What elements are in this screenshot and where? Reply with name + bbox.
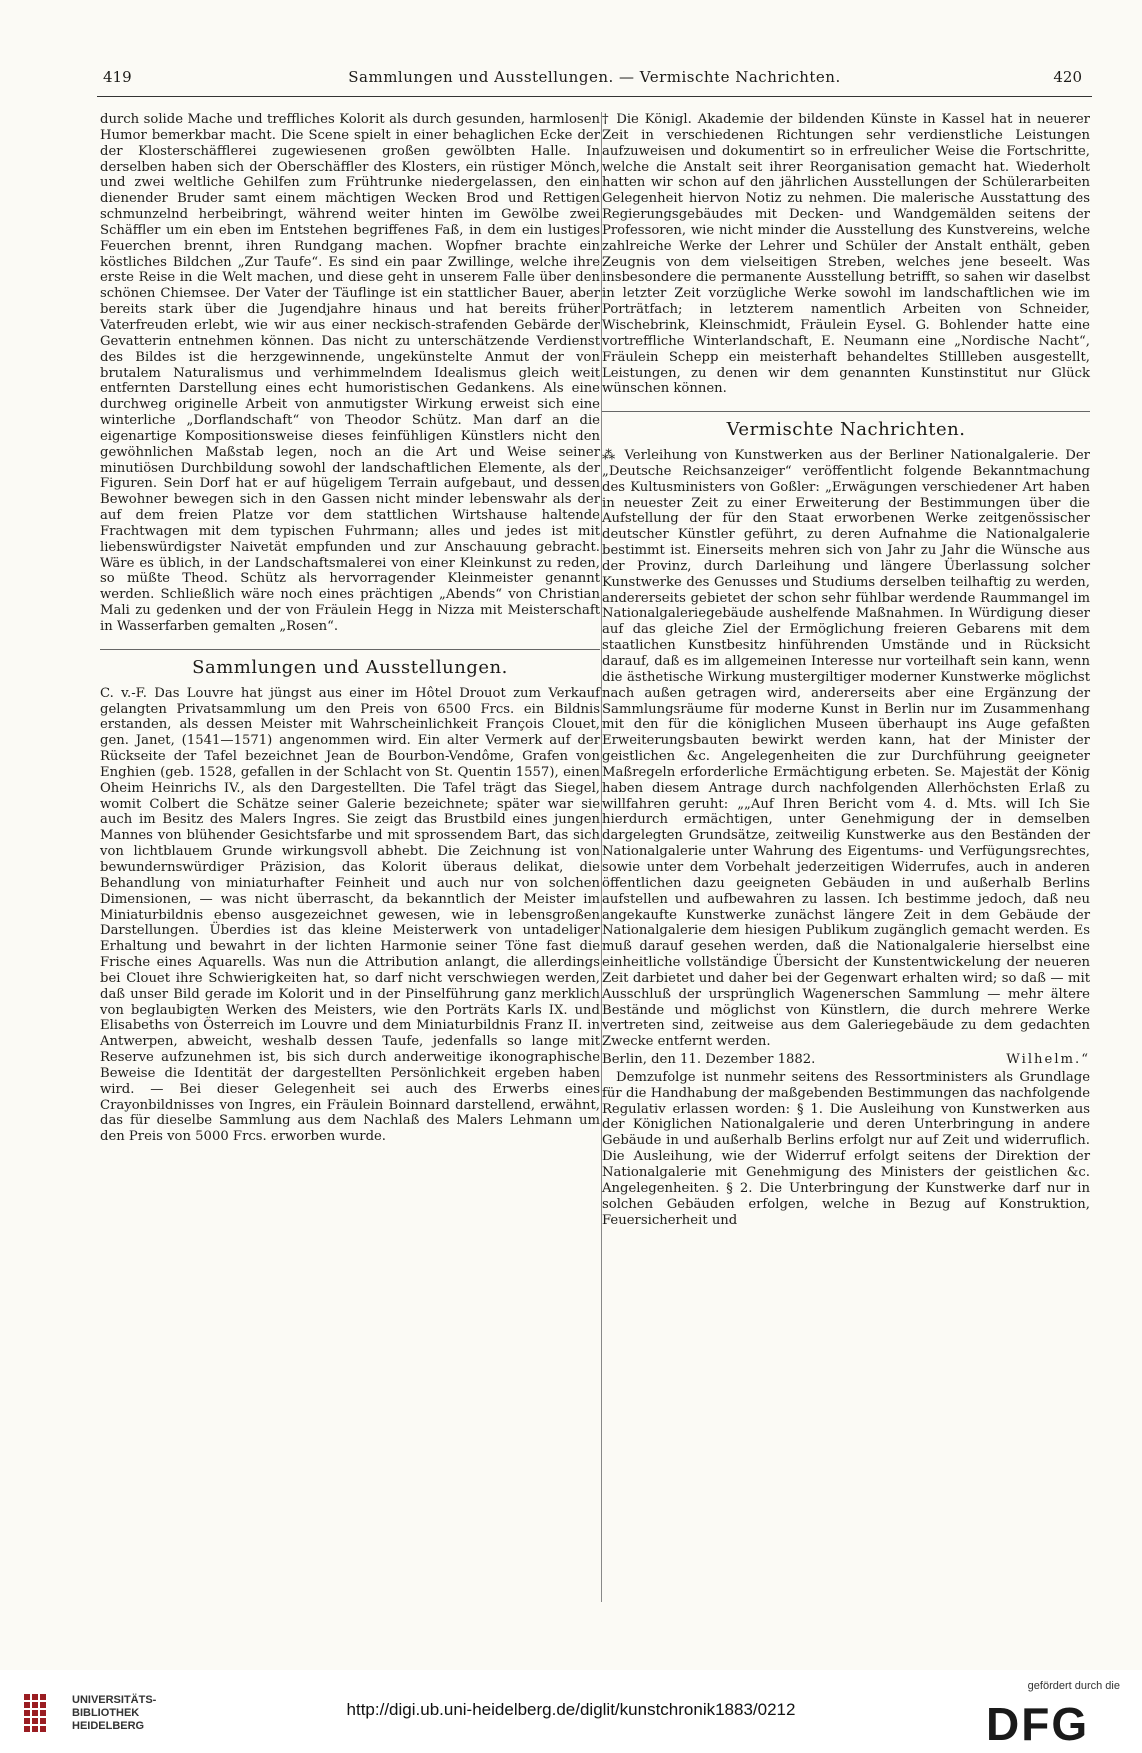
article-art-exhibition-continued: durch solide Mache und treffliches Kolorit als durch gesunden, harmlosen Humor bemerkbar macht. Die Scene spielt in einer behaglichen Ecke der der Klosterschäfflerei zugewiesenen großen gewölbten Halle. In derselben haben sich der Oberschäffler des Klosters, ein rüstiger Mönch, und zwei weltliche Gehilfen zum Frühtrunke niedergelassen, den ein dienender Bruder samt einem mächtigen Wecken Brod und Rettigen schmunzelnd herbeibringt, während weiter hinten im Gewölbe zwei Schäffler um ein eben im Entstehen begriffenes Faß, in dem ein lustiges Feuerchen brennt, ihren Rundgang machen. Wopfner brachte ein köstliches Bildchen „Zur Taufe“. Es sind ein paar Zwillinge, welche ihre erste Reise in die Welt machen, und diese geht in unserem Falle über den schönen Chiemsee. Der Vater der Täuflinge ist ein stattlicher Bauer, aber bereits stark über die Jugendjahre hinaus und hat bereits früher Vaterfreuden erlebt, wie wir aus einer neckisch-strafenden Gebärde der Gevatterin entnehmen können. Das nicht zu unterschätzende Verdienst des Bildes ist die herzgewinnende, ungekünstelte Anmut der von brutalem Naturalismus und verhimmelndem Idealismus gleich weit entfernten Darstellung eines echt humoristischen Gedankens. Als eine durchweg originelle Arbeit von anmutigster Wirkung erweist sich eine winterliche „Dorflandschaft“ von Theodor Schütz. Man darf an die eigenartige Kompositionsweise dieses feinfühligen Künstlers nicht den gewöhnlichen Maßstab legen, noch an die Art und Weise seiner minutiösen Durchbildung sowohl der landschaftlichen Elemente, als der Figuren. Sein Dorf hat er auf hügeligem Terrain aufgebaut, und dessen Bewohner bewegen sich in den Gassen nicht minder lebenswahr als der auf dem freien Platze vor dem stattlichen Wirtshause haltende Frachtwagen mit dem typischen Fuhrmann; alles und jedes ist mit liebenswürdigster Naivetät empfunden und zur Anschauung gebracht. Wäre es üblich, in der Landschaftsmalerei von einer Kleinkunst zu reden, so müßte Theod. Schütz als hervorragender Kleinmeister genannt werden. Schließlich wäre noch eines prächtigen „Abends“ von Christian Mali zu gedenken und der von Fräulein Hegg in Nizza mit Meisterschaft in Wasserfarben gemalten „Rosen“. bbox=[100, 112, 600, 634]
page-number-right: 420 bbox=[1053, 68, 1082, 86]
dateline-signature: Wilhelm.“ bbox=[1006, 1052, 1090, 1068]
dfg-funding-block[interactable] bbox=[970, 1680, 1120, 1750]
digitization-footer bbox=[0, 1670, 1142, 1753]
section-title-miscellaneous: Vermischte Nachrichten. bbox=[726, 419, 966, 441]
library-name: UNIVERSITÄTS- BIBLIOTHEK HEIDELBERG bbox=[72, 1694, 157, 1732]
section-divider bbox=[100, 649, 600, 650]
article-kassel-academy: † Die Königl. Akademie der bildenden Künste in Kassel hat in neuerer Zeit in verschiedenen Richtungen sehr verdienstliche Leistungen aufzuweisen und dokumentirt so in erfreulicher Weise die Fortschritte, welche die Anstalt seit ihrer Reorganisation gemacht hat. Wiederholt hatten wir schon auf den jährlichen Ausstellungen der Schülerarbeiten Gelegenheit hiervon Notiz zu nehmen. Die malerische Ausstattung des Regierungsgebäudes mit Decken- und Wandgemälden seitens der Professoren, wie nicht minder die Ausstellung des Kunstvereins, welche zahlreiche Werke der Lehrer und Schüler der Anstalt enthält, geben Zeugnis von dem vielseitigen Streben, welches jene beseelt. Was insbesondere die permanente Ausstellung betrifft, so sahen wir daselbst in letzter Zeit vorzügliche Werke sowohl im landschaftlichen wie im Porträtfach; in letzterem namentlich Arbeiten von Schneider, Wischebrink, Kleinschmidt, Fräulein Eysel. G. Bohlender hatte eine vortreffliche Winterlandschaft, E. Neumann eine „Nordische Nacht“, Fräulein Schepp ein meisterhaft behandeltes Stillleben ausgestellt, Leistungen, zu denen wir dem genannten Kunstinstitut nur Glück wünschen können. bbox=[602, 112, 1090, 397]
page-number-left: 419 bbox=[103, 68, 132, 86]
dateline-place-date: Berlin, den 11. Dezember 1882. bbox=[602, 1052, 816, 1068]
section-divider bbox=[602, 411, 1090, 412]
article-nationalgalerie-loans: ⁂ Verleihung von Kunstwerken aus der Berliner Nationalgalerie. Der „Deutsche Reichsanzeiger“ veröffentlicht folgende Bekanntmachung des Kultusministers von Goßler: „Erwägungen verschiedener Art haben in neuester Zeit zu einer Erweiterung der Bestimmungen über die Aufstellung der für den Staat erworbenen Werke zeitgenössischer deutscher Künstler geführt, zu deren Aufnahme die Nationalgalerie bestimmt ist. Einerseits mehren sich von Jahr zu Jahr die Wünsche aus der Provinz, durch Darleihung und längere Überlassung solcher Kunstwerke des Genusses und Studiums derselben teilhaftig zu werden, andererseits gebietet der schon sehr fühlbar werdende Raummangel im Nationalgaleriegebäude aushelfende Maßnahmen. In Würdigung dieser auf das gleiche Ziel der Ermöglichung freieren Gebarens mit dem staatlichen Kunstbesitz hinführenden Umstände und in Rücksicht darauf, daß es im allgemeinen Interesse nur vorteilhaft sein kann, wenn die ästhetische Wirkung mustergiltiger moderner Kunstwerke möglichst nach außen getragen wird, andererseits aber eine Ergänzung der Sammlungsräume für moderne Kunst in Berlin nur im Zusammenhang mit den für die königlichen Museen überhaupt ins Auge gefaßten Erweiterungsbauten bewirkt werden kann, hat der Minister der geistlichen &c. Angelegenheiten die zur Durchführung geeigneter Maßregeln erforderliche Ermächtigung erbeten. Se. Majestät der König haben diesem Antrage durch nachfolgenden Allerhöchsten Erlaß zu willfahren geruht: „„Auf Ihren Bericht vom 4. d. Mts. will Ich Sie hierdurch ermächtigen, unter Genehmigung der in demselben dargelegten Grundsätze, zeitweilig Kunstwerke aus den Beständen der Nationalgalerie unter Wahrung des Eigentums- und Verfügungsrechtes, sowie unter dem Vorbehalt jederzeitigen Widerrufes, auch in anderen öffentlichen dazu geeigneten Gebäuden in und außerhalb Berlins aufstellen und aufbewahren zu lassen. Ich bestimme jedoch, daß neu angekaufte Kunstwerke zunächst längere Zeit in dem Gebäude der Nationalgalerie dem hiesigen Publikum zugänglich gemacht werden. Es muß darauf gesehen werden, daß die Nationalgalerie hierselbst eine einheitliche vollständige Übersicht der Kunstentwickelung der neueren Zeit darbietet und daher bei der Gegenwart erhalten wird; so daß — mit Ausschluß der ursprünglich Wagenerschen Sammlung — mehr ältere Bestände und möglichst von Künstlern, die durch mehrere Werke vertreten sind, zeitweise aus dem Galeriegebäude zu dem gedachten Zwecke entfernt werden. bbox=[602, 448, 1090, 1050]
section-title-collections: Sammlungen und Ausstellungen. bbox=[192, 656, 508, 678]
heidelberg-seal-icon bbox=[22, 1690, 64, 1740]
running-title: Sammlungen und Ausstellungen. — Vermischte Nachrichten. bbox=[348, 68, 841, 86]
left-column bbox=[100, 112, 600, 1145]
funding-caption: gefördert durch die bbox=[1027, 1680, 1120, 1692]
svg-text:DFG: DFG bbox=[986, 1698, 1090, 1746]
permalink-url[interactable]: http://digi.ub.uni-heidelberg.de/diglit/kunstchronik1883/0212 bbox=[346, 1700, 796, 1719]
right-column bbox=[602, 112, 1090, 1228]
header-rule bbox=[97, 96, 1092, 97]
article-louvre-acquisition: C. v.-F. Das Louvre hat jüngst aus einer im Hôtel Drouot zum Verkauf gelangten Privatsammlung um den Preis von 6500 Frcs. ein Bildnis erstanden, als dessen Meister mit Wahrscheinlichkeit François Clouet, gen. Janet, (1541—1571) angenommen wird. Ein alter Vermerk auf der Rückseite der Tafel bezeichnet Jean de Bourbon-Vendôme, Grafen von Enghien (geb. 1528, gefallen in der Schlacht von St. Quentin 1557), einen Oheim Heinrichs IV., als den Dargestellten. Die Tafel trägt das Siegel, womit Colbert die Schätze seiner Galerie bezeichnete; später war sie auch im Besitz des Malers Ingres. Sie zeigt das Brustbild eines jungen Mannes von blühender Gesichtsfarbe und mit sprossendem Bart, das sich von lichtblauem Grunde wirkungsvoll abhebt. Die Zeichnung ist von bewundernswürdiger Präzision, das Kolorit überaus delikat, die Behandlung von miniaturhafter Feinheit und auch nur von solchen Dimensionen, — was nicht überrascht, da bekanntlich der Meister im Miniaturbildnis ebenso ausgezeichnet gewesen, wie in lebensgroßen Darstellungen. Überdies ist das kleine Meisterwerk von untadeliger Erhaltung und bewahrt in der lichten Harmonie seiner Töne fast die Frische eines Aquarells. Was nun die Attribution anlangt, die allerdings bei Clouet ihre Schwierigkeiten hat, so darf nicht verschwiegen werden, daß unser Bild gerade im Kolorit und in der Pinselführung ganz merklich von beglaubigten Werken des Meisters, wie den Porträts Karls IX. und Elisabeths von Österreich im Louvre und dem Miniaturbildnis Franz II. in Antwerpen, abweicht, weshalb dessen Taufe, jedenfalls so lange mit Reserve aufzunehmen ist, bis sich durch anderweitige ikonographische Beweise die Identität der dargestellten Persönlichkeit ergeben haben wird. — Bei dieser Gelegenheit sei auch des Erwerbs eines Crayonbildnisses von Ingres, ein Fräulein Boinnard darstellend, erwähnt, das für dieselbe Sammlung aus dem Nachlaß des Malers Lehmann um den Preis von 5000 Frcs. erworben wurde. bbox=[100, 685, 600, 1145]
dateline bbox=[602, 1052, 1090, 1068]
running-header bbox=[97, 58, 1092, 98]
dfg-logo-icon bbox=[986, 1698, 1120, 1746]
article-regulation: Demzufolge ist nunmehr seitens des Ressortministers als Grundlage für die Handhabung der maßgebenden Bestimmungen das nachfolgende Regulativ erlassen worden: § 1. Die Ausleihung von Kunstwerken aus der Königlichen Nationalgalerie und deren Unterbringung in andere Gebäude in und außerhalb Berlins erfolgt nur auf Zeit und widerruflich. Die Ausleihung, wie der Widerruf erfolgt seitens der Direktion der Nationalgalerie mit Genehmigung des Ministers der geistlichen &c. Angelegenheiten. § 2. Die Unterbringung der Kunstwerke darf nur in solchen Gebäuden erfolgen, welche in Bezug auf Konstruktion, Feuersicherheit und bbox=[602, 1069, 1090, 1228]
university-library-logo[interactable] bbox=[22, 1690, 212, 1740]
